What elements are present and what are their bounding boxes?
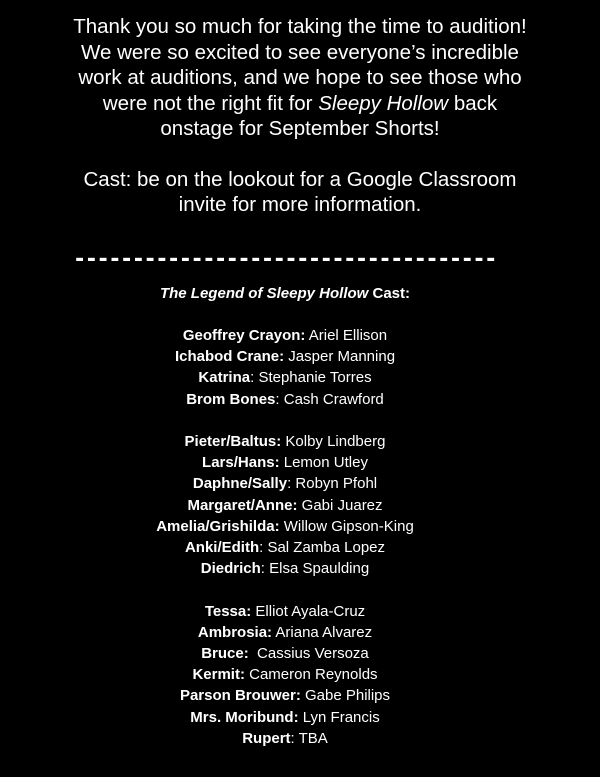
intro-line: work at auditions, and we hope to see those who [78,66,522,89]
actor-name: Cassius Versoza [248,645,369,663]
character-name: Daphne/Sally [192,475,288,493]
character-name: Anki/Edith [184,539,260,557]
actor-name: Jasper Manning [284,348,396,366]
cast-entry [0,622,570,643]
actor-name: Cameron Reynolds [244,666,378,684]
actor-name: : Elsa Spaulding [260,560,370,578]
intro-line: Thank you so much for taking the time to audition! [73,15,527,38]
cast-entry [0,707,570,728]
show-title: The Legend of Sleepy Hollow [159,285,369,302]
intro-line [20,91,580,117]
actor-name: Elliot Ayala-Cruz [251,602,366,620]
actor-name: Ariel Ellison [305,327,388,344]
character-name: Parson Brouwer: [179,687,301,705]
character-name: Margaret/Anne: [187,496,298,514]
cast-entry [0,685,570,706]
cast-note-line: invite for more information. [178,193,422,216]
cast-entry [0,452,570,473]
cast-entry [0,728,570,749]
character-name: Bruce: [201,645,249,663]
cast-entry [0,367,570,388]
cast-entry [0,495,570,516]
show-title: Sleepy Hollow [318,91,449,115]
character-name: Kermit: [192,666,245,684]
actor-name: : Robyn Pfohl [287,475,378,493]
cast-entry [0,664,570,685]
dashed-divider: ------------------------------------ [73,247,496,272]
intro-line: onstage for September Shorts! [160,117,440,140]
cast-group-spacer [0,410,570,431]
actor-name: Ariana Alvarez [272,623,373,641]
character-name: Amelia/Grishilda: [156,517,280,535]
cast-note-line: Cast: be on the lookout for a Google Classroom [83,167,517,191]
cast-entry [0,537,570,558]
cast-heading [0,284,570,304]
character-name: Katrina [198,369,251,387]
cast-entry [0,431,570,452]
actor-name: Kolby Lindberg [281,433,386,450]
character-name: Lars/Hans: [202,454,280,472]
cast-list [0,325,570,749]
cast-entry [0,473,570,494]
cast-entry [0,516,570,537]
actor-name: : Cash Crawford [275,390,384,408]
cast-heading-suffix: Cast: [368,285,411,302]
actor-name: Gabi Juarez [297,496,383,514]
actor-name: Lyn Francis [298,708,380,726]
cast-entry [0,601,570,622]
cast-entry [0,558,570,579]
cast-entry [0,346,570,367]
actor-name: : TBA [290,729,328,747]
character-name: Mrs. Moribund: [190,708,299,726]
character-name: Ichabod Crane: [174,348,285,366]
character-name: Pieter/Baltus: [184,433,282,450]
cast-entry [0,325,570,346]
character-name: Brom Bones [186,390,276,408]
actor-name: Willow Gipson-King [279,517,414,535]
paragraph-spacer [20,142,580,167]
character-name: Tessa: [204,602,252,620]
character-name: Ambrosia: [197,623,273,641]
intro-text: back [448,91,498,115]
actor-name: Lemon Utley [279,454,368,472]
actor-name: : Stephanie Torres [250,369,372,387]
cast-entry [0,643,570,664]
character-name: Rupert [242,729,291,747]
intro-text: were not the right fit for [102,91,319,115]
character-name: Geoffrey Crayon: [182,327,306,344]
actor-name: : Sal Zamba Lopez [259,539,386,557]
character-name: Diedrich [200,560,261,578]
cast-entry [0,389,570,410]
intro-line: We were so excited to see everyone’s incredible [81,40,519,64]
actor-name: Gabe Philips [300,687,391,705]
thank-you-message [20,14,580,218]
cast-group-spacer [0,579,570,600]
